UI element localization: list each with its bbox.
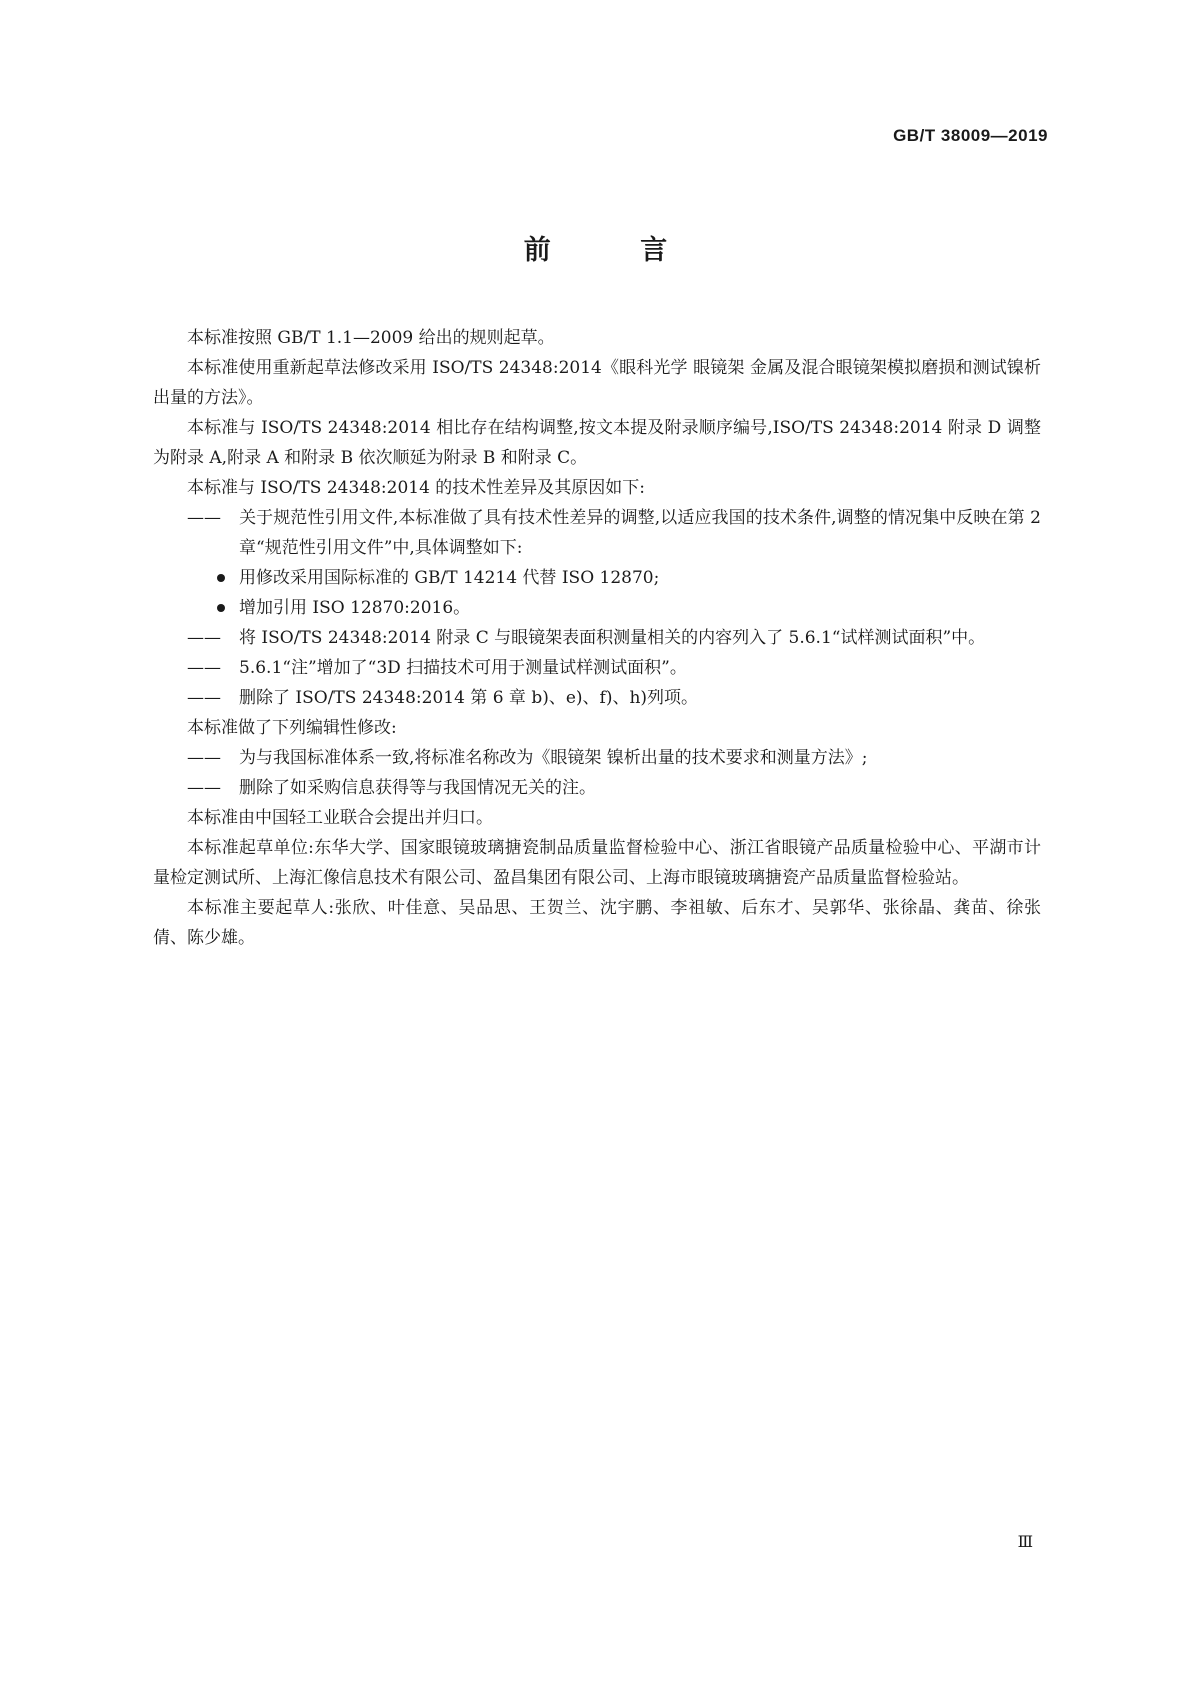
paragraph: 本标准做了下列编辑性修改: xyxy=(187,718,397,738)
page-number: Ⅲ xyxy=(1017,1532,1033,1551)
paragraph: 本标准起草单位:东华大学、国家眼镜玻璃搪瓷制品质量监督检验中心、浙江省眼镜产品质量检验中心、平湖市计量检定测试所、上海汇像信息技术有限公司、盈昌集团有限公司、上海市眼镜玻璃搪瓷产品质量监督检验站。 xyxy=(153,838,1041,888)
dash-marker: —— xyxy=(187,778,221,798)
paragraph: 本标准与 ISO/TS 24348:2014 的技术性差异及其原因如下: xyxy=(187,478,646,498)
list-item xyxy=(153,743,1041,773)
bullet-text: 用修改采用国际标准的 GB/T 14214 代替 ISO 12870; xyxy=(239,568,660,588)
paragraph: 本标准主要起草人:张欣、叶佳意、吴品思、王贺兰、沈宇鹏、李祖敏、后东才、吴郭华、张徐晶、龚苗、徐张倩、陈少雄。 xyxy=(153,898,1041,948)
paragraph: 本标准由中国轻工业联合会提出并归口。 xyxy=(187,808,493,828)
paragraph: 本标准与 ISO/TS 24348:2014 相比存在结构调整,按文本提及附录顺序编号,ISO/TS 24348:2014 附录 D 调整为附录 A,附录 A 和附录 B 依次顺延为附录 B 和附录 C。 xyxy=(153,418,1041,468)
list-item xyxy=(153,503,1041,563)
dash-marker: —— xyxy=(187,688,221,708)
list-item-text: 删除了 ISO/TS 24348:2014 第 6 章 b)、e)、f)、h)列项。 xyxy=(239,688,699,708)
dash-marker: —— xyxy=(187,628,221,648)
list-item xyxy=(153,653,1041,683)
page-title: 前 言 xyxy=(523,235,708,266)
list-item-text: 关于规范性引用文件,本标准做了具有技术性差异的调整,以适应我国的技术条件,调整的情况集中反映在第 2 章“规范性引用文件”中,具体调整如下: xyxy=(239,508,1041,558)
list-item-text: 删除了如采购信息获得等与我国情况无关的注。 xyxy=(239,778,596,798)
dash-marker: —— xyxy=(187,658,221,678)
bullet-icon xyxy=(217,604,225,612)
dash-marker: —— xyxy=(187,508,221,528)
bullet-icon xyxy=(217,574,225,582)
bullet-item xyxy=(153,593,1041,623)
list-item-text: 为与我国标准体系一致,将标准名称改为《眼镜架 镍析出量的技术要求和测量方法》; xyxy=(239,748,868,768)
standard-code: GB/T 38009—2019 xyxy=(893,126,1048,145)
bullet-item xyxy=(153,563,1041,593)
bullet-text: 增加引用 ISO 12870:2016。 xyxy=(239,598,471,618)
paragraph: 本标准按照 GB/T 1.1—2009 给出的规则起草。 xyxy=(187,328,555,348)
foreword-body xyxy=(153,323,1041,953)
list-item xyxy=(153,683,1041,713)
dash-marker: —— xyxy=(187,748,221,768)
list-item xyxy=(153,623,1041,653)
list-item xyxy=(153,773,1041,803)
list-item-text: 5.6.1“注”增加了“3D 扫描技术可用于测量试样测试面积”。 xyxy=(239,658,687,678)
list-item-text: 将 ISO/TS 24348:2014 附录 C 与眼镜架表面积测量相关的内容列入了 5.6.1“试样测试面积”中。 xyxy=(239,628,986,648)
paragraph: 本标准使用重新起草法修改采用 ISO/TS 24348:2014《眼科光学 眼镜架 金属及混合眼镜架模拟磨损和测试镍析出量的方法》。 xyxy=(153,358,1041,408)
